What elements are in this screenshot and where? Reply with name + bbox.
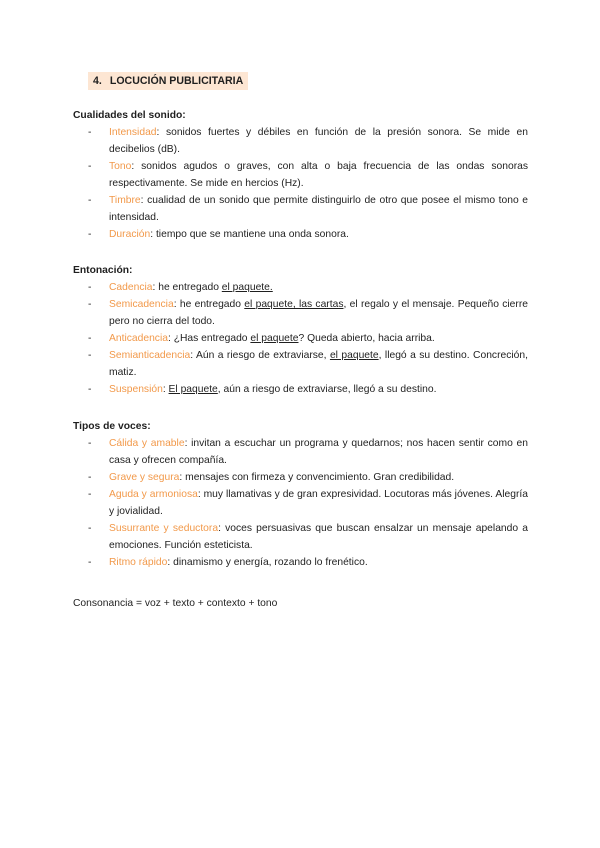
example-pre: : he entregado xyxy=(173,299,245,310)
bullet-dash: - xyxy=(88,299,92,310)
term: Semianticadencia xyxy=(109,350,191,361)
definition: : mensajes con firmeza y convencimiento. Gran credibilidad. xyxy=(179,472,455,483)
bullet-dash: - xyxy=(88,127,92,138)
term: Duración xyxy=(109,229,151,240)
definition: : cualidad de un sonido que permite distinguirlo de otro que posee el mismo tono e intensidad. xyxy=(109,195,528,223)
definition: : voces persuasivas que buscan ensalzar un mensaje apelando a emociones. Función esteticista. xyxy=(109,523,528,551)
list-item xyxy=(88,554,528,571)
voces-title: Tipos de voces: xyxy=(73,421,151,432)
example-pre: : ¿Has entregado xyxy=(167,333,251,344)
list-item xyxy=(88,124,528,158)
list-item xyxy=(88,347,528,381)
list-item xyxy=(88,226,528,243)
term: Cálida y amable xyxy=(109,438,185,449)
entonacion-list xyxy=(88,279,528,398)
bullet-dash: - xyxy=(88,557,92,568)
term: Timbre xyxy=(109,195,141,206)
definition: : sonidos agudos o graves, con alta o baja frecuencia de las ondas sonoras respectivamente. Se mide en hercios (Hz). xyxy=(109,161,528,189)
definition: : sonidos fuertes y débiles en función de la presión sonora. Se mide en decibelios (dB). xyxy=(109,127,528,155)
term: Tono xyxy=(109,161,132,172)
example-post: , llegó a su destino. Concreción, matiz. xyxy=(109,350,528,378)
voces-list xyxy=(88,435,528,571)
term: Anticadencia xyxy=(109,333,168,344)
example-post: , aún a riesgo de extraviarse, llegó a su destino. xyxy=(217,384,437,395)
consonancia-formula: Consonancia = voz + texto + contexto + tono xyxy=(73,598,278,609)
example-post: , el regalo y el mensaje. Pequeño cierre pero no cierra del todo. xyxy=(109,299,528,327)
term: Susurrante y seductora xyxy=(109,523,219,534)
bullet-dash: - xyxy=(88,333,92,344)
heading-number: 4. xyxy=(93,75,102,87)
list-item xyxy=(88,486,528,520)
example-pre: : he entregado xyxy=(152,282,222,293)
entonacion-title: Entonación: xyxy=(73,265,133,276)
list-item xyxy=(88,296,528,330)
example-post: ? Queda abierto, hacia arriba. xyxy=(298,333,435,344)
list-item xyxy=(88,435,528,469)
term: Ritmo rápido xyxy=(109,557,168,568)
list-item xyxy=(88,279,528,296)
term: Intensidad xyxy=(109,127,157,138)
bullet-dash: - xyxy=(88,523,92,534)
bullet-dash: - xyxy=(88,438,92,449)
underlined-example: El paquete xyxy=(168,384,218,395)
term: Semicadencia xyxy=(109,299,174,310)
bullet-dash: - xyxy=(88,472,92,483)
list-item xyxy=(88,469,528,486)
bullet-dash: - xyxy=(88,350,92,361)
definition: : invitan a escuchar un programa y quedarnos; nos hacen sentir como en casa y ofrecen compañía. xyxy=(109,438,528,466)
definition: : dinamismo y energía, rozando lo frenético. xyxy=(167,557,368,568)
bullet-dash: - xyxy=(88,489,92,500)
example-pre: : Aún a riesgo de extraviarse, xyxy=(190,350,330,361)
list-item xyxy=(88,330,528,347)
underlined-example: el paquete xyxy=(329,350,379,361)
bullet-dash: - xyxy=(88,282,92,293)
term: Cadencia xyxy=(109,282,153,293)
bullet-dash: - xyxy=(88,384,92,395)
underlined-example: el paquete, las cartas xyxy=(244,299,344,310)
bullet-dash: - xyxy=(88,161,92,172)
bullet-dash: - xyxy=(88,229,92,240)
bullet-dash: - xyxy=(88,195,92,206)
list-item xyxy=(88,381,528,398)
sonido-title: Cualidades del sonido: xyxy=(73,110,186,121)
underlined-example: el paquete xyxy=(250,333,299,344)
example-pre: : xyxy=(162,384,169,395)
section-heading xyxy=(88,72,248,90)
term: Aguda y armoniosa xyxy=(109,489,198,500)
sonido-list xyxy=(88,124,528,243)
term: Grave y segura xyxy=(109,472,180,483)
list-item xyxy=(88,192,528,226)
list-item xyxy=(88,520,528,554)
heading-title: LOCUCIÓN PUBLICITARIA xyxy=(109,75,244,87)
underlined-example: el paquete. xyxy=(221,282,273,293)
definition: : tiempo que se mantiene una onda sonora. xyxy=(150,229,349,240)
definition: : muy llamativas y de gran expresividad. Locutoras más jóvenes. Alegría y jovialidad. xyxy=(109,489,528,517)
term: Suspensión xyxy=(109,384,163,395)
list-item xyxy=(88,158,528,192)
